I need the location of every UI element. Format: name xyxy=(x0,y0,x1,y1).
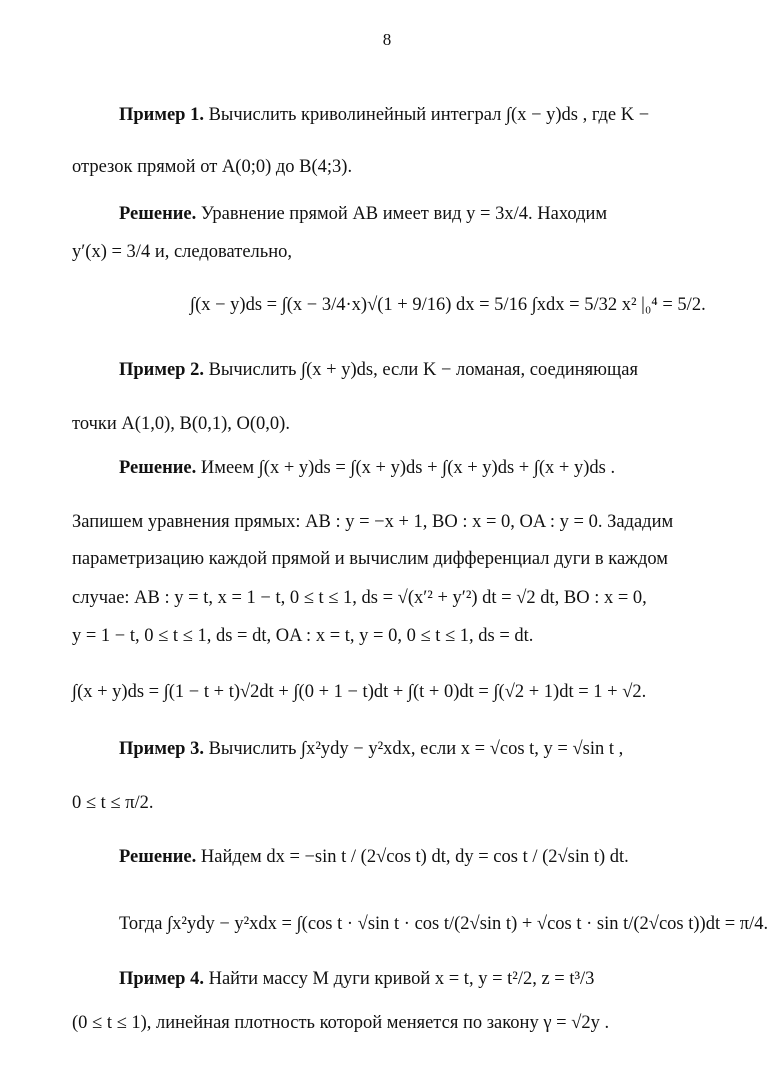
example-3-text: Вычислить ∫x²ydy − y²xdx, если x = √cos t, y = √sin t , xyxy=(203,739,624,759)
example-1-segment-line: отрезок прямой от A(0;0) до B(4;3). xyxy=(72,157,353,177)
case-bo-oa-line: y = 1 − t, 0 ≤ t ≤ 1, ds = dt, OA : x = t, y = 0, 0 ≤ t ≤ 1, ds = dt. xyxy=(72,626,534,646)
example-3-title-line xyxy=(119,737,623,761)
example-2-title-line xyxy=(119,358,638,382)
case-ab-line: случае: AB : y = t, x = 1 − t, 0 ≤ t ≤ 1, ds = √(x′² + y′²) dt = √2 dt, BO : x = 0, xyxy=(72,588,647,608)
lines-equations: Запишем уравнения прямых: AB : y = −x + 1, BO : x = 0, OA : y = 0. Зададим xyxy=(72,512,674,532)
example-4-label: Пример 4. xyxy=(119,969,204,989)
solution-2-line xyxy=(119,456,615,480)
solution-2-label: Решение. xyxy=(119,458,197,478)
solution-3-text: Найдем dx = −sin t / (2√cos t) dt, dy = cos t / (2√sin t) dt. xyxy=(196,847,629,867)
example-4-title-line xyxy=(119,967,594,991)
example-4-density-line: (0 ≤ t ≤ 1), линейная плотность которой меняется по закону γ = √2y . xyxy=(72,1013,610,1033)
solution-2-text: Имеем ∫(x + y)ds = ∫(x + y)ds + ∫(x + y)ds + ∫(x + y)ds . xyxy=(196,458,616,478)
formula-2: ∫(x + y)ds = ∫(1 − t + t)√2dt + ∫(0 + 1 − t)dt + ∫(t + 0)dt = ∫(√2 + 1)dt = 1 + √2. xyxy=(72,682,647,702)
derivative-line: y′(x) = 3/4 и, следовательно, xyxy=(72,242,293,262)
example-1-title-line xyxy=(119,103,649,127)
solution-3-line xyxy=(119,845,629,869)
example-2-points-line: точки A(1,0), B(0,1), O(0,0). xyxy=(72,414,290,434)
solution-3-label: Решение. xyxy=(119,847,197,867)
solution-1-text: Уравнение прямой AB имеет вид y = 3x/4. Находим xyxy=(196,204,608,224)
formula-1: ∫(x − y)ds = ∫(x − 3/4·x)√(1 + 9/16) dx = 5/16 ∫xdx = 5/32 x² |₀⁴ = 5/2. xyxy=(190,295,706,315)
solution-1-line xyxy=(119,202,607,226)
example-3-label: Пример 3. xyxy=(119,739,204,759)
example-1-label: Пример 1. xyxy=(119,105,204,125)
example-2-label: Пример 2. xyxy=(119,360,204,380)
example-2-text: Вычислить ∫(x + y)ds, если K − ломаная, соединяющая xyxy=(203,360,638,380)
page-number: 8 xyxy=(382,30,392,49)
example-3-range-line: 0 ≤ t ≤ π/2. xyxy=(72,793,154,813)
parametrization-text: параметризацию каждой прямой и вычислим дифференциал дуги в каждом xyxy=(72,549,668,569)
solution-1-label: Решение. xyxy=(119,204,197,224)
example-1-text: Вычислить криволинейный интеграл ∫(x − y)ds , где K − xyxy=(203,105,650,125)
example-4-text: Найти массу M дуги кривой x = t, y = t²/2, z = t³/3 xyxy=(203,969,595,989)
formula-3: Тогда ∫x²ydy − y²xdx = ∫(cos t · √sin t · cos t/(2√sin t) + √cos t · sin t/(2√cos t))dt = π/4. xyxy=(119,914,769,934)
